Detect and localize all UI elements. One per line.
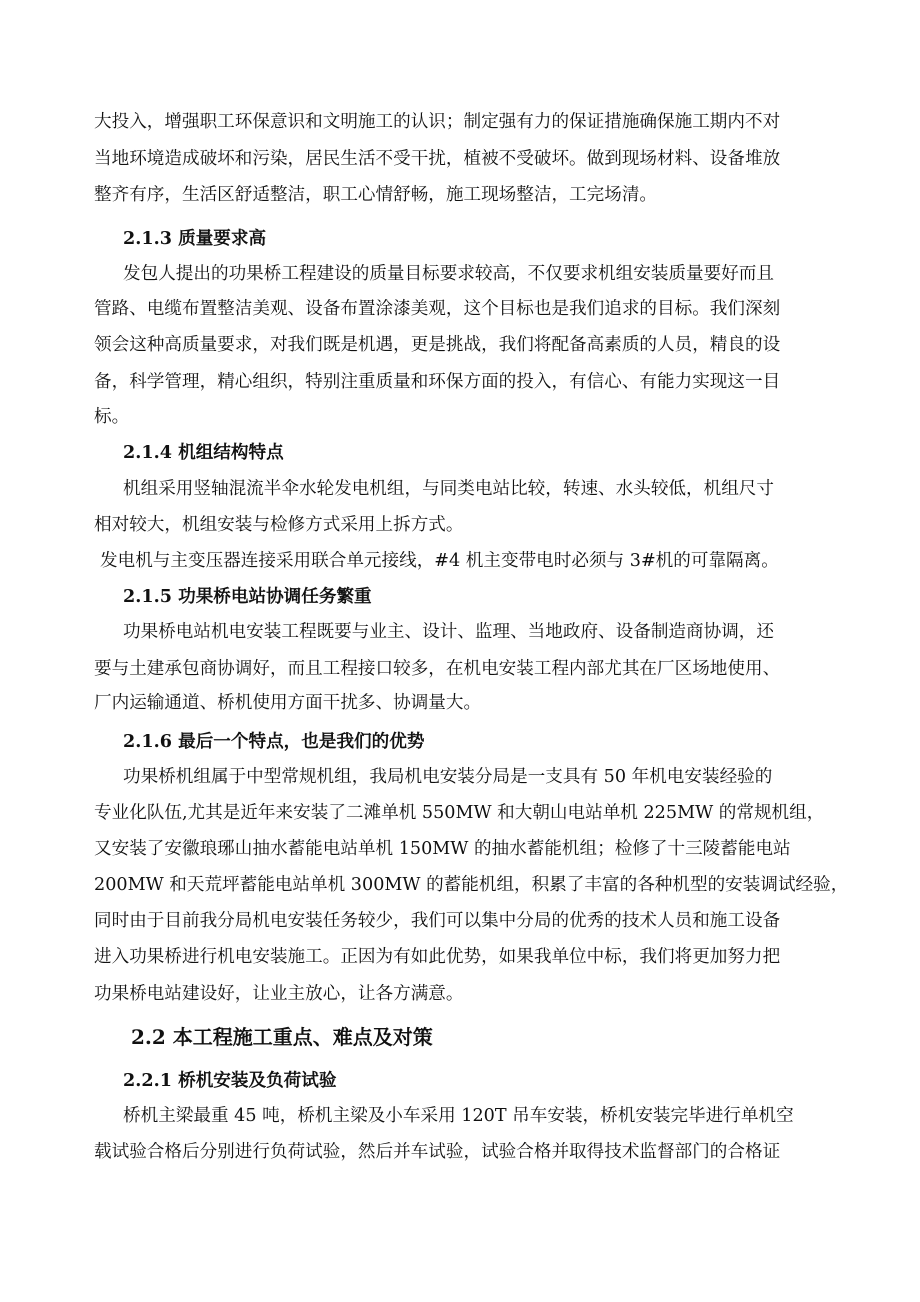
paragraph-line: 桥机主梁最重 45 吨，桥机主梁及小车采用 120T 吊车安装，桥机安装完毕进行单机空 [123, 1106, 794, 1126]
section-heading-2-1-5: 2.1.5 功果桥电站协调任务繁重 [123, 586, 372, 607]
paragraph-line: 机组采用竖轴混流半伞水轮发电机组，与同类电站比较，转速、水头较低，机组尺寸 [123, 479, 774, 499]
paragraph-line: 整齐有序，生活区舒适整洁，职工心情舒畅，施工现场整洁，工完场清。 [94, 185, 658, 205]
paragraph-line: 要与土建承包商协调好，而且工程接口较多，在机电安装工程内部尤其在厂区场地使用、 [94, 659, 781, 679]
paragraph-line: 领会这种高质量要求，对我们既是机遇，更是挑战，我们将配备高素质的人员，精良的设 [94, 335, 781, 355]
section-heading-2-2-1: 2.2.1 桥机安装及负荷试验 [123, 1070, 337, 1091]
paragraph-line: 管路、电缆布置整洁美观、设备布置涂漆美观，这个目标也是我们追求的目标。我们深刻 [94, 299, 781, 319]
paragraph-line: 同时由于目前我分局机电安装任务较少，我们可以集中分局的优秀的技术人员和施工设备 [94, 911, 781, 931]
paragraph-line: 发包人提出的功果桥工程建设的质量目标要求较高，不仅要求机组安装质量要好而且 [123, 264, 774, 284]
paragraph-line: 标。 [94, 407, 130, 427]
paragraph-line: 进入功果桥进行机电安装施工。正因为有如此优势，如果我单位中标，我们将更加努力把 [94, 947, 781, 967]
paragraph-line: 大投入，增强职工环保意识和文明施工的认识；制定强有力的保证措施确保施工期内不对 [94, 112, 781, 132]
paragraph-line: 发电机与主变压器连接采用联合单元接线，#4 机主变带电时必须与 3#机的可靠隔离。 [100, 551, 779, 571]
paragraph-line: 功果桥电站建设好，让业主放心，让各方满意。 [94, 984, 464, 1004]
section-heading-2-2: 2.2 本工程施工重点、难点及对策 [131, 1025, 433, 1049]
section-heading-2-1-4: 2.1.4 机组结构特点 [123, 442, 284, 463]
paragraph-line: 200MW 和天荒坪蓄能电站单机 300MW 的蓄能机组，积累了丰富的各种机型的安装调试经验， [94, 875, 849, 895]
section-heading-2-1-6: 2.1.6 最后一个特点，也是我们的优势 [123, 731, 425, 752]
paragraph-line: 载试验合格后分别进行负荷试验，然后并车试验，试验合格并取得技术监督部门的合格证 [94, 1142, 781, 1162]
paragraph-line: 厂内运输通道、桥机使用方面干扰多、协调量大。 [94, 693, 482, 713]
paragraph-line: 专业化队伍,尤其是近年来安装了二滩单机 550MW 和大朝山电站单机 225MW 的常规机组， [94, 803, 825, 823]
paragraph-line: 当地环境造成破坏和污染，居民生活不受干扰，植被不受破坏。做到现场材料、设备堆放 [94, 149, 781, 169]
paragraph-line: 相对较大，机组安装与检修方式采用上拆方式。 [94, 515, 464, 535]
paragraph-line: 又安装了安徽琅琊山抽水蓄能电站单机 150MW 的抽水蓄能机组；检修了十三陵蓄能电站 [94, 839, 791, 859]
section-heading-2-1-3: 2.1.3 质量要求高 [123, 228, 267, 249]
paragraph-line: 备，科学管理，精心组织，特别注重质量和环保方面的投入，有信心、有能力实现这一目 [94, 372, 781, 392]
paragraph-line: 功果桥电站机电安装工程既要与业主、设计、监理、当地政府、设备制造商协调，还 [123, 622, 774, 642]
paragraph-line: 功果桥机组属于中型常规机组，我局机电安装分局是一支具有 50 年机电安装经验的 [123, 767, 773, 787]
